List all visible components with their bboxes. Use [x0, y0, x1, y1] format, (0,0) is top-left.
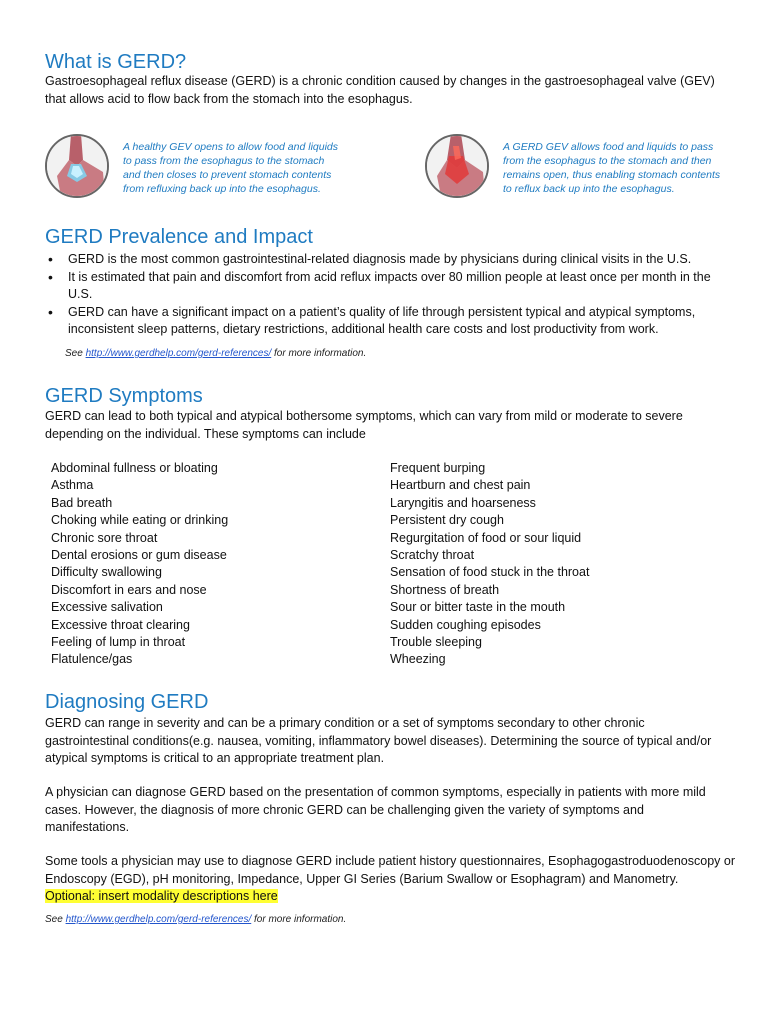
- diagnosing-reference-note: [45, 914, 346, 925]
- list-item: Choking while eating or drinking: [51, 513, 229, 528]
- diagnosing-paragraph-3-block: [45, 853, 735, 906]
- list-item: Trouble sleeping: [390, 635, 482, 650]
- symptoms-intro: GERD can lead to both typical and atypical bothersome symptoms, which can vary from mild or moderate to severe depending on the individual. These symptoms can include: [45, 409, 683, 441]
- reference-prefix: See: [45, 914, 66, 925]
- section-title-prevalence: GERD Prevalence and Impact: [45, 226, 313, 248]
- gerd-gev-figure: [425, 132, 725, 202]
- gerd-gev-illustration: [425, 134, 489, 198]
- list-item: Persistent dry cough: [390, 513, 504, 528]
- what-is-gerd-paragraph: Gastroesophageal reflux disease (GERD) is a chronic condition caused by changes in the gastroesophageal valve (GEV) that allows acid to flow back from the stomach into the esophagus.: [45, 74, 715, 106]
- prevalence-reference-note: [65, 348, 366, 359]
- list-item: Chronic sore throat: [51, 530, 158, 545]
- gerd-references-link[interactable]: http://www.gerdhelp.com/gerd-references/: [65, 914, 252, 925]
- list-item: Shortness of breath: [390, 582, 500, 597]
- list-item: Abdominal fullness or bloating: [51, 461, 218, 475]
- list-item: Dental erosions or gum disease: [51, 548, 227, 563]
- healthy-gev-illustration: [45, 134, 109, 198]
- diagnosing-paragraph-3: Some tools a physician may use to diagnose GERD include patient history questionnaires, Esophagogastroduodenoscopy or Endoscopy (EGD), pH monitoring, Impedance, Upper GI Series (Barium Swallow or Esophagram) and Manometry.: [45, 854, 735, 886]
- diagnosing-paragraph-1: GERD can range in severity and can be a primary condition or a set of symptoms secondary to other chronic gastrointestinal conditions(e.g. nausea, vomiting, inflammatory bowel diseases). Determining the source of typical and/or atypical symptoms is critical to an appropriate treatment plan.: [45, 716, 712, 765]
- list-item: Discomfort in ears and nose: [51, 582, 207, 597]
- section-title-symptoms: GERD Symptoms: [45, 385, 203, 407]
- list-item: Excessive throat clearing: [51, 617, 190, 632]
- list-item: • GERD can have a significant impact on a patient’s quality of life through persistent typical and atypical symptoms, inconsistent sleep patterns, dietary restrictions, additional health care costs and lost productivity from work.: [45, 304, 725, 339]
- gerd-gev-caption: A GERD GEV allows food and liquids to pass from the esophagus to the stomach and then remains open, thus enabling stomach contents to reflux back up into the esophagus.: [503, 141, 721, 195]
- list-item: Difficulty swallowing: [51, 565, 162, 580]
- reference-prefix: See: [65, 348, 86, 359]
- healthy-gev-caption: A healthy GEV opens to allow food and liquids to pass from the esophagus to the stomach and then closes to prevent stomach contents from refluxing back up into the esophagus.: [123, 141, 338, 195]
- list-item: Asthma: [51, 478, 94, 493]
- list-item: Sour or bitter taste in the mouth: [390, 600, 566, 615]
- list-item: Feeling of lump in throat: [51, 635, 186, 650]
- section-title-what-is-gerd: What is GERD?: [45, 51, 187, 73]
- list-item: Laryngitis and hoarseness: [390, 495, 536, 510]
- optional-placeholder-highlight: Optional: insert modality descriptions here: [45, 889, 278, 903]
- list-item: Bad breath: [51, 495, 113, 510]
- list-item: Scratchy throat: [390, 548, 475, 563]
- list-item: • It is estimated that pain and discomfort from acid reflux impacts over 80 million people at least once per month in the U.S.: [45, 269, 725, 304]
- diagnosing-paragraph-2: A physician can diagnose GERD based on the presentation of common symptoms, especially in patients with more mild cases. However, the diagnosis of more chronic GERD can be challenging given the variety of symptoms and manifestations.: [45, 785, 706, 834]
- list-item: Heartburn and chest pain: [390, 478, 531, 493]
- reference-suffix: for more information.: [251, 914, 347, 925]
- list-item: Sensation of food stuck in the throat: [390, 565, 590, 580]
- list-item: • GERD is the most common gastrointestinal-related diagnosis made by physicians during clinical visits in the U.S.: [45, 251, 725, 269]
- list-item: Sudden coughing episodes: [390, 617, 541, 632]
- prevalence-bullet-list: [45, 251, 725, 339]
- symptoms-left-column: [51, 460, 228, 669]
- list-item: Flatulence/gas: [51, 652, 133, 667]
- list-item: Regurgitation of food or sour liquid: [390, 530, 582, 545]
- section-title-diagnosing: Diagnosing GERD: [45, 691, 209, 713]
- reference-suffix: for more information.: [271, 348, 367, 359]
- list-item: Excessive salivation: [51, 600, 163, 615]
- gerd-references-link[interactable]: http://www.gerdhelp.com/gerd-references/: [85, 348, 272, 359]
- symptoms-right-column: [390, 460, 589, 669]
- list-item: Frequent burping: [390, 461, 486, 475]
- healthy-gev-figure: [45, 132, 345, 202]
- list-item: Wheezing: [390, 652, 446, 667]
